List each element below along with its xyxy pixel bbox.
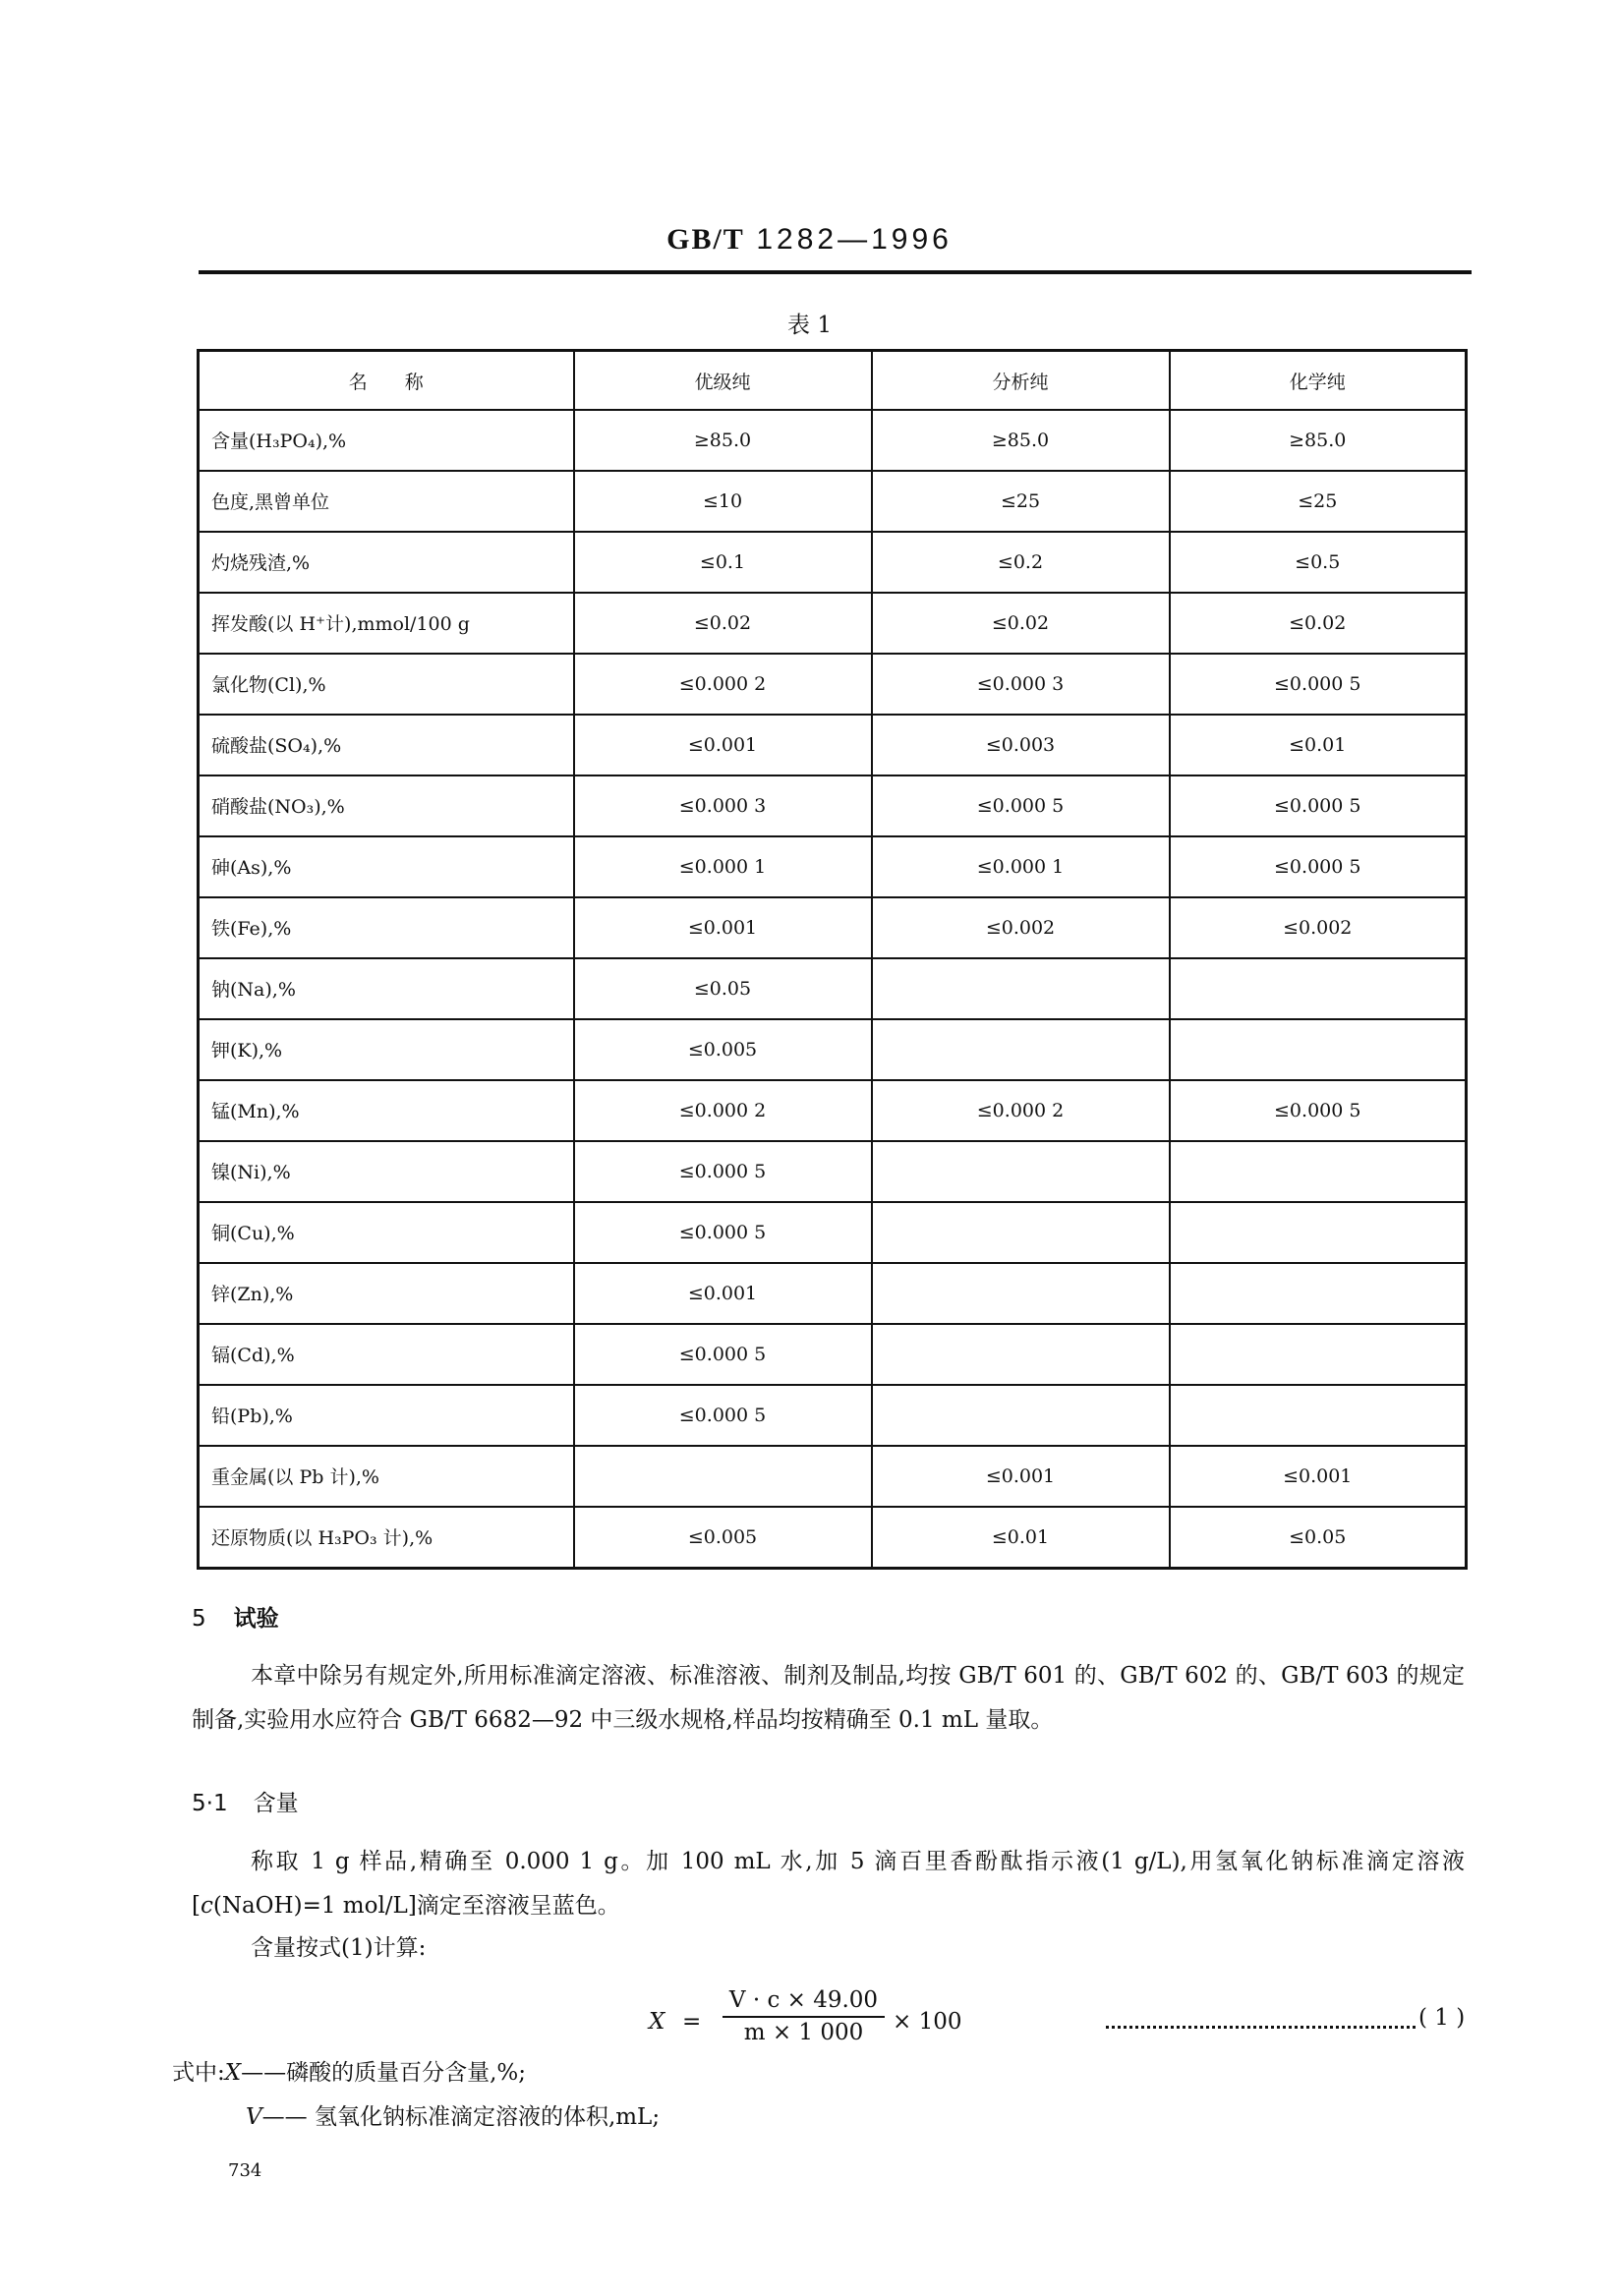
table-row <box>199 1507 1467 1569</box>
row-item-name: 镍(Ni),% <box>199 1141 574 1202</box>
formula-lhs: X <box>649 2009 665 2035</box>
cell-guaranteed-reagent: ≤0.001 <box>574 715 872 775</box>
row-item-name: 硝酸盐(NO₃),% <box>199 775 574 836</box>
cell-analytical-reagent <box>872 958 1170 1019</box>
cell-chemically-pure <box>1170 1263 1467 1324</box>
row-item-name: 钾(K),% <box>199 1019 574 1080</box>
cell-chemically-pure <box>1170 1019 1467 1080</box>
cell-analytical-reagent <box>872 1263 1170 1324</box>
table-header-row <box>199 351 1467 411</box>
cell-guaranteed-reagent: ≤10 <box>574 471 872 532</box>
row-item-name: 铜(Cu),% <box>199 1202 574 1263</box>
cell-chemically-pure: ≤0.000 5 <box>1170 836 1467 897</box>
where-item-x <box>172 2054 526 2087</box>
cell-analytical-reagent: ≤0.02 <box>872 593 1170 654</box>
cell-guaranteed-reagent: ≤0.000 5 <box>574 1324 872 1385</box>
cell-guaranteed-reagent: ≤0.000 5 <box>574 1202 872 1263</box>
cell-chemically-pure: ≤0.000 5 <box>1170 775 1467 836</box>
table-row <box>199 1263 1467 1324</box>
cell-guaranteed-reagent: ≤0.000 2 <box>574 1080 872 1141</box>
cell-guaranteed-reagent: ≤0.000 5 <box>574 1141 872 1202</box>
cell-guaranteed-reagent: ≤0.000 1 <box>574 836 872 897</box>
table-caption: 表 1 <box>787 313 832 338</box>
where-symbol: X <box>224 2060 242 2086</box>
formula-denominator: m × 1 000 <box>743 2020 864 2045</box>
table-row <box>199 836 1467 897</box>
formula-equals: = <box>682 2009 702 2035</box>
table-row <box>199 1202 1467 1263</box>
cell-guaranteed-reagent: ≤0.02 <box>574 593 872 654</box>
cell-analytical-reagent: ≤0.003 <box>872 715 1170 775</box>
standard-number: 1282—1996 <box>756 223 953 256</box>
cell-guaranteed-reagent: ≤0.001 <box>574 897 872 958</box>
table-row <box>199 1446 1467 1507</box>
cell-analytical-reagent: ≤0.01 <box>872 1507 1170 1569</box>
cell-analytical-reagent: ≤0.2 <box>872 532 1170 593</box>
row-item-name: 钠(Na),% <box>199 958 574 1019</box>
where-description: 磷酸的质量百分含量,%; <box>286 2060 527 2086</box>
cell-guaranteed-reagent: ≤0.1 <box>574 532 872 593</box>
document-header-code <box>0 222 1619 257</box>
cell-analytical-reagent <box>872 1141 1170 1202</box>
table-row <box>199 410 1467 471</box>
row-item-name: 镉(Cd),% <box>199 1324 574 1385</box>
row-item-name: 色度,黑曾单位 <box>199 471 574 532</box>
standard-prefix: GB/T <box>666 223 745 256</box>
cell-guaranteed-reagent: ≥85.0 <box>574 410 872 471</box>
table-row <box>199 654 1467 715</box>
cell-chemically-pure: ≤0.002 <box>1170 897 1467 958</box>
table-row <box>199 1385 1467 1446</box>
row-item-name: 锰(Mn),% <box>199 1080 574 1141</box>
cell-chemically-pure <box>1170 1324 1467 1385</box>
cell-analytical-reagent: ≥85.0 <box>872 410 1170 471</box>
column-header-name: 名 称 <box>199 351 574 411</box>
table-row <box>199 593 1467 654</box>
cell-analytical-reagent: ≤0.000 5 <box>872 775 1170 836</box>
table-row <box>199 958 1467 1019</box>
cell-chemically-pure: ≤0.000 5 <box>1170 1080 1467 1141</box>
table-row <box>199 471 1467 532</box>
formula-fraction <box>723 1987 885 2045</box>
where-description: 氢氧化钠标准滴定溶液的体积,mL; <box>314 2104 661 2130</box>
cell-analytical-reagent: ≤0.001 <box>872 1446 1170 1507</box>
formula-multiplier: × 100 <box>893 2009 962 2035</box>
cell-chemically-pure <box>1170 1141 1467 1202</box>
equation-number: ( 1 ) <box>1418 2005 1466 2031</box>
subsection-number: 5·1 <box>192 1791 228 1816</box>
row-item-name: 含量(H₃PO₄),% <box>199 410 574 471</box>
cell-chemically-pure: ≤0.000 5 <box>1170 654 1467 715</box>
cell-analytical-reagent <box>872 1019 1170 1080</box>
section-title: 试验 <box>233 1606 279 1632</box>
table-row <box>199 532 1467 593</box>
cell-analytical-reagent <box>872 1324 1170 1385</box>
section-5-heading <box>192 1600 279 1633</box>
procedure-text-b: (NaOH)=1 mol/L]滴定至溶液呈蓝色。 <box>212 1893 620 1919</box>
cell-analytical-reagent: ≤0.000 2 <box>872 1080 1170 1141</box>
where-symbol: V <box>246 2104 262 2130</box>
cell-guaranteed-reagent <box>574 1446 872 1507</box>
row-item-name: 锌(Zn),% <box>199 1263 574 1324</box>
cell-chemically-pure: ≤25 <box>1170 471 1467 532</box>
section-5-1-heading <box>192 1785 299 1817</box>
cell-guaranteed-reagent: ≤0.001 <box>574 1263 872 1324</box>
cell-chemically-pure <box>1170 1385 1467 1446</box>
section-number: 5 <box>192 1606 206 1632</box>
cell-guaranteed-reagent: ≤0.005 <box>574 1019 872 1080</box>
cell-analytical-reagent: ≤0.000 3 <box>872 654 1170 715</box>
concentration-symbol: c <box>200 1893 213 1919</box>
row-item-name: 重金属(以 Pb 计),% <box>199 1446 574 1507</box>
row-item-name: 铁(Fe),% <box>199 897 574 958</box>
row-item-name: 还原物质(以 H₃PO₃ 计),% <box>199 1507 574 1569</box>
cell-guaranteed-reagent: ≤0.000 2 <box>574 654 872 715</box>
cell-analytical-reagent: ≤0.000 1 <box>872 836 1170 897</box>
cell-chemically-pure: ≤0.001 <box>1170 1446 1467 1507</box>
cell-guaranteed-reagent: ≤0.05 <box>574 958 872 1019</box>
column-header-guaranteed-reagent: 优级纯 <box>574 351 872 411</box>
cell-analytical-reagent: ≤25 <box>872 471 1170 532</box>
cell-guaranteed-reagent: ≤0.000 5 <box>574 1385 872 1446</box>
cell-analytical-reagent <box>872 1385 1170 1446</box>
row-item-name: 挥发酸(以 H⁺计),mmol/100 g <box>199 593 574 654</box>
table-row <box>199 897 1467 958</box>
table-row <box>199 715 1467 775</box>
cell-chemically-pure: ≤0.01 <box>1170 715 1467 775</box>
table-row <box>199 775 1467 836</box>
section-5-paragraph: 本章中除另有规定外,所用标准滴定溶液、标准溶液、制剂及制品,均按 GB/T 601 的、GB/T 602 的、GB/T 603 的规定制备,实验用水应符合 GB/T 6682—92 中三级水规格,样品均按精确至 0.1 mL 量取。 <box>192 1663 1465 1733</box>
cell-chemically-pure <box>1170 958 1467 1019</box>
table-row <box>199 1019 1467 1080</box>
calculation-intro: 含量按式(1)计算: <box>251 1935 427 1961</box>
cell-chemically-pure: ≥85.0 <box>1170 410 1467 471</box>
cell-guaranteed-reagent: ≤0.000 3 <box>574 775 872 836</box>
column-header-analytical-reagent: 分析纯 <box>872 351 1170 411</box>
row-item-name: 铅(Pb),% <box>199 1385 574 1446</box>
procedure-text-a: 称取 1 g 样品,精确至 0.000 1 g。加 100 mL 水,加 5 滴百里香酚酞指示液(1 g/L),用氢氧化钠标准滴定溶液[ <box>192 1849 1465 1919</box>
cell-chemically-pure: ≤0.05 <box>1170 1507 1467 1569</box>
row-item-name: 氯化物(Cl),% <box>199 654 574 715</box>
cell-analytical-reagent: ≤0.002 <box>872 897 1170 958</box>
column-header-chemically-pure: 化学纯 <box>1170 351 1467 411</box>
cell-chemically-pure: ≤0.5 <box>1170 532 1467 593</box>
formula-numerator: V · c × 49.00 <box>723 1987 885 2018</box>
where-dash: —— <box>261 2104 308 2130</box>
header-rule <box>199 270 1472 274</box>
where-item-v <box>246 2098 660 2131</box>
table-row <box>199 1324 1467 1385</box>
row-item-name: 砷(As),% <box>199 836 574 897</box>
page-number: 734 <box>228 2160 262 2181</box>
cell-chemically-pure <box>1170 1202 1467 1263</box>
equation-leader-dots <box>1106 2008 1416 2029</box>
cell-chemically-pure: ≤0.02 <box>1170 593 1467 654</box>
where-prefix: 式中: <box>172 2060 225 2086</box>
table-row <box>199 1141 1467 1202</box>
where-dash: —— <box>241 2060 287 2086</box>
cell-analytical-reagent <box>872 1202 1170 1263</box>
row-item-name: 灼烧残渣,% <box>199 532 574 593</box>
subsection-title: 含量 <box>253 1791 299 1816</box>
cell-guaranteed-reagent: ≤0.005 <box>574 1507 872 1569</box>
table-row <box>199 1080 1467 1141</box>
procedure-paragraph <box>192 1840 1465 1928</box>
specification-table <box>197 349 1468 1570</box>
row-item-name: 硫酸盐(SO₄),% <box>199 715 574 775</box>
